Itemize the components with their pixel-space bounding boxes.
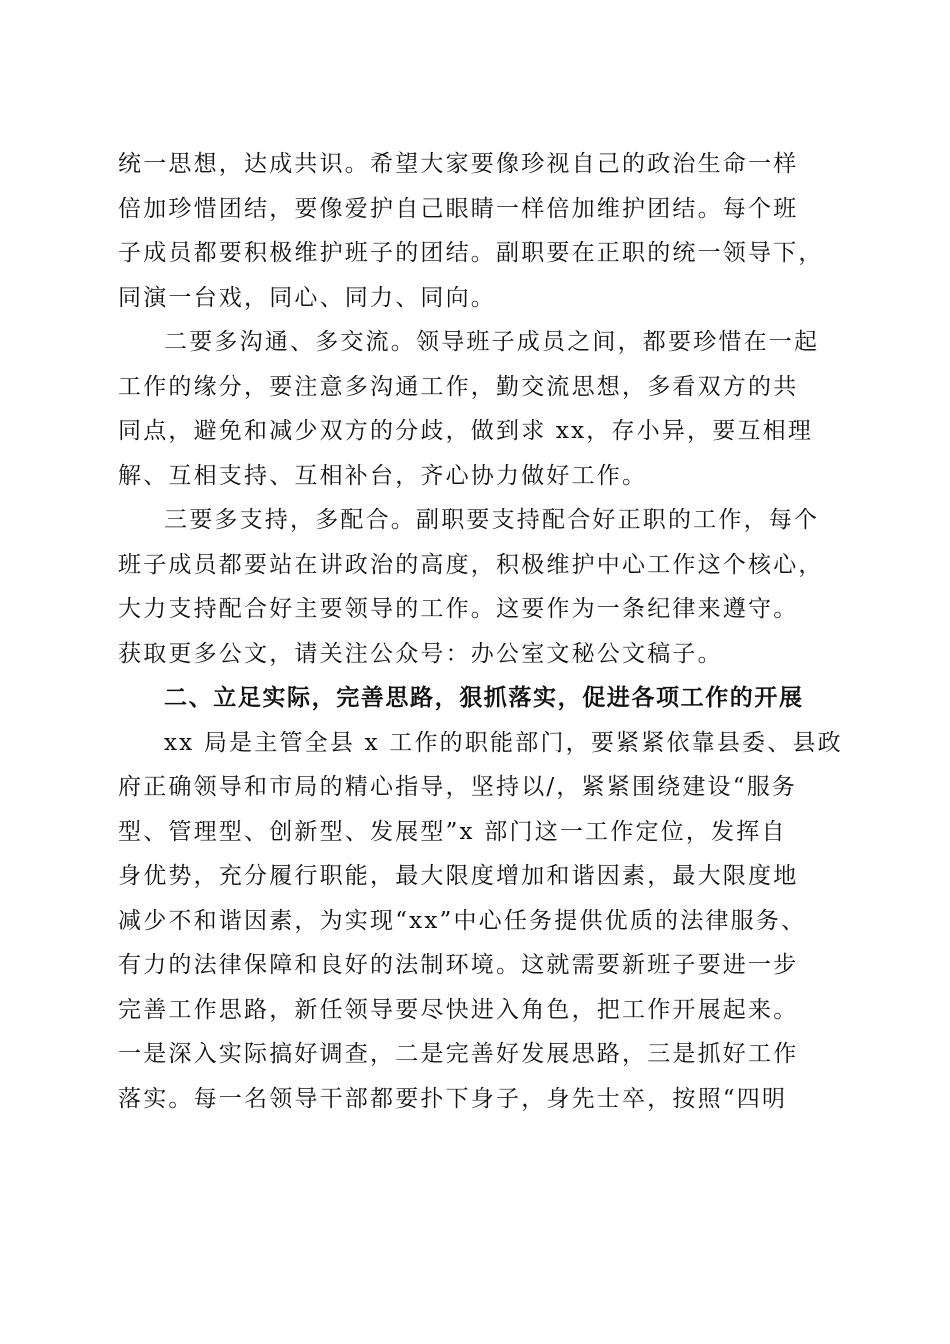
- body-line: 同演一台戏，同心、同力、同向。: [118, 284, 496, 311]
- body-line: 身优势，充分履行职能，最大限度增加和谐因素，最大限度地: [118, 863, 799, 889]
- body-line: 有力的法律保障和良好的法制环境。这就需要新班子要进一步: [118, 952, 799, 978]
- body-line: 府正确领导和市局的精心指导，坚持以/，紧紧围绕建设“服务: [118, 774, 798, 800]
- body-line: 完善工作思路，新任领导要尽快进入角色，把工作开展起来。: [118, 996, 799, 1023]
- body-line: 子成员都要积极维护班子的团结。副职要在正职的统一领导下，: [118, 240, 824, 266]
- body-line: 型、管理型、创新型、发展型”x 部门这一工作定位，发挥自: [118, 818, 787, 845]
- body-line: 工作的缘分，要注意多沟通工作，勤交流思想，多看双方的共: [118, 373, 799, 400]
- body-line: 解、互相支持、互相补台，齐心协力做好工作。: [118, 462, 648, 489]
- section-heading: 二、立足实际，完善思路，狠抓落实，促进各项工作的开展: [164, 685, 804, 711]
- body-line: 班子成员都要站在讲政治的高度，积极维护中心工作这个核心，: [118, 551, 824, 578]
- paragraph-start-line: 二要多沟通、多交流。领导班子成员之间，都要珍惜在一起: [164, 329, 820, 355]
- body-line: 减少不和谐因素，为实现“xx”中心任务提供优质的法律服务、: [118, 907, 807, 934]
- paragraph-start-line: 三要多支持，多配合。副职要支持配合好正职的工作，每个: [164, 507, 820, 533]
- document-body: [118, 142, 843, 1121]
- paragraph-start-line: xx 局是主管全县 x 工作的职能部门，要紧紧依靠县委、县政: [164, 729, 843, 756]
- body-line: 同点，避免和减少双方的分歧，做到求 xx，存小异，要互相理: [118, 418, 814, 444]
- body-line: 获取更多公文，请关注公众号：办公室文秘公文稿子。: [118, 640, 723, 667]
- body-line: 倍加珍惜团结，要像爱护自己眼睛一样倍加维护团结。每个班: [118, 195, 799, 222]
- body-line: 落实。每一名领导干部都要扑下身子，身先士卒，按照“四明: [118, 1085, 788, 1112]
- body-line: 统一思想，达成共识。希望大家要像珍视自己的政治生命一样: [118, 151, 799, 177]
- body-line: 大力支持配合好主要领导的工作。这要作为一条纪律来遵守。: [118, 596, 799, 622]
- body-line: 一是深入实际搞好调查，二是完善好发展思路，三是抓好工作: [118, 1041, 799, 1067]
